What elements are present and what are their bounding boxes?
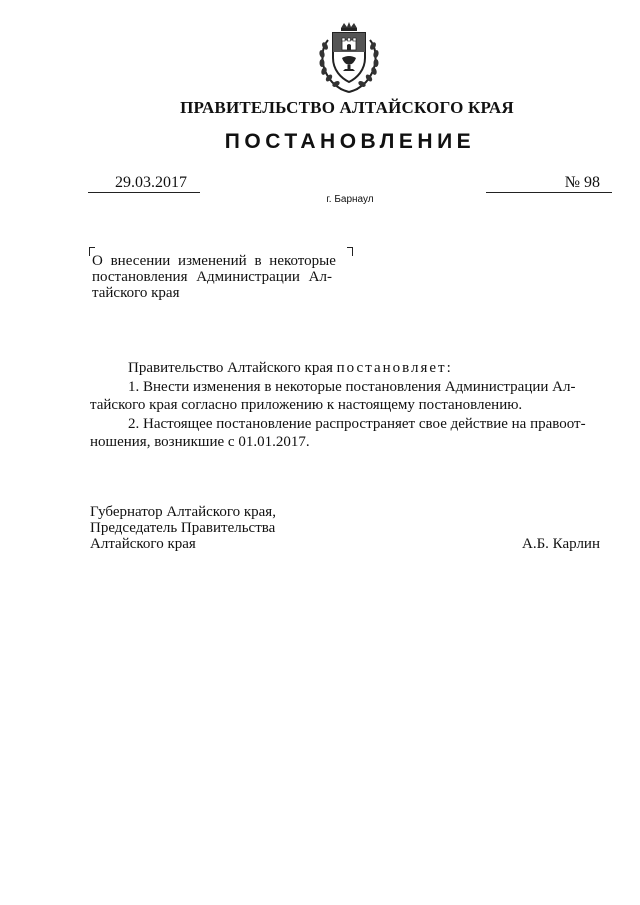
coat-of-arms-icon bbox=[314, 20, 384, 94]
signer-name: А.Б. Карлин bbox=[521, 536, 600, 552]
subject-line: тайского края bbox=[92, 285, 180, 301]
preamble-text: Правительство Алтайского края bbox=[128, 360, 337, 376]
signer-position-line: Председатель Правительства bbox=[90, 520, 276, 536]
document-type: ПОСТАНОВЛЕНИЕ bbox=[224, 130, 476, 153]
body-line: ношения, возникшие с 01.01.2017. bbox=[90, 434, 310, 450]
signer-position bbox=[90, 504, 350, 552]
subject-line: О внесении изменений в некоторые bbox=[92, 253, 336, 269]
body-line: 1. Внести изменения в некоторые постановления Администрации Ал- bbox=[128, 378, 576, 395]
subject-line: постановления Администрации Ал- bbox=[92, 269, 332, 285]
organization-title: ПРАВИТЕЛЬСТВО АЛТАЙСКОГО КРАЯ bbox=[180, 98, 514, 117]
signer-position-line: Губернатор Алтайского края, bbox=[90, 504, 276, 520]
body-line: тайского края согласно приложению к настоящему постановлению. bbox=[90, 397, 523, 413]
document-date: 29.03.2017 bbox=[88, 174, 200, 193]
signer-position-line: Алтайского края bbox=[90, 536, 196, 552]
document-city: г. Барнаул bbox=[326, 194, 374, 205]
document-number: № 98 bbox=[486, 174, 612, 193]
document-subject bbox=[92, 253, 352, 301]
body-line: 2. Настоящее постановление распространяет свое действие на правоот- bbox=[128, 415, 586, 432]
body-preamble bbox=[90, 359, 600, 378]
preamble-decree-word: постановляет: bbox=[336, 360, 453, 376]
document-body bbox=[90, 359, 600, 452]
